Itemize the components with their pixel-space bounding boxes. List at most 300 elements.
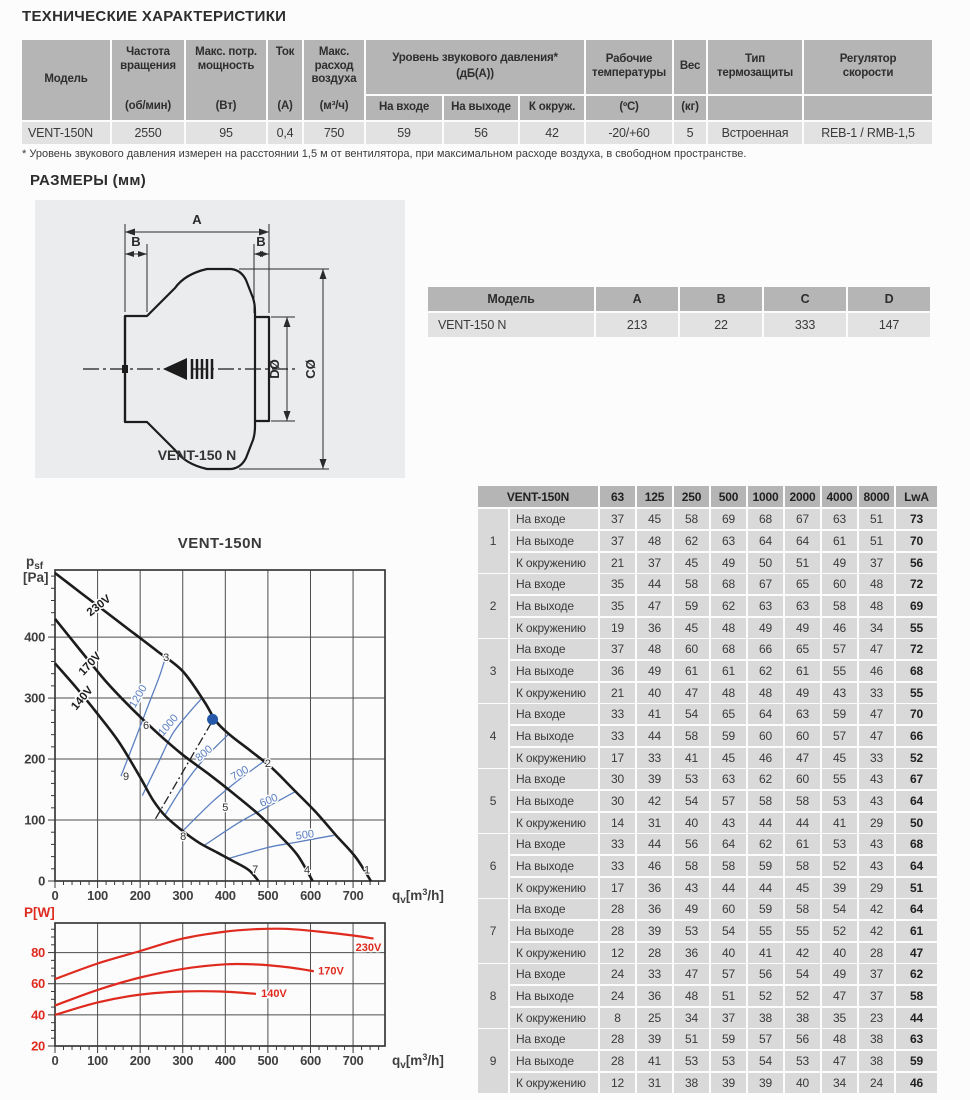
value-cell: 48 [674, 986, 709, 1006]
spec-table [22, 40, 932, 144]
spec-header-regulator: Регулятор скорости [804, 40, 932, 94]
svg-text:400: 400 [214, 888, 236, 903]
value-cell: 51 [785, 553, 820, 573]
value-cell: 54 [711, 921, 746, 941]
value-cell: 61 [785, 834, 820, 854]
dimension-table [428, 287, 930, 337]
svg-text:230V: 230V [355, 942, 382, 955]
value-cell: 33 [637, 964, 672, 984]
svg-text:700: 700 [342, 1053, 364, 1068]
svg-text:5: 5 [222, 801, 229, 814]
value-cell: 24 [600, 986, 635, 1006]
value-cell: 50 [896, 813, 937, 833]
value-cell: 36 [637, 899, 672, 919]
fan-drawing [35, 200, 405, 478]
value-cell: 57 [822, 726, 857, 746]
svg-text:100: 100 [87, 1053, 108, 1068]
value-cell: 54 [748, 1051, 783, 1071]
value-cell: 43 [859, 791, 894, 811]
value-cell: 48 [637, 531, 672, 551]
col-unit: (об/мин) [125, 100, 171, 113]
col-title: Ток [275, 46, 295, 58]
value-cell: 41 [674, 748, 709, 768]
group-number: 2 [478, 574, 508, 638]
value-cell: 33 [859, 683, 894, 703]
value-cell: 47 [859, 639, 894, 659]
dim-header-model: Модель [428, 287, 594, 311]
value-cell: 53 [711, 1051, 746, 1071]
value-cell: 40 [637, 683, 672, 703]
value-cell: 45 [674, 553, 709, 573]
value-cell: 56 [748, 964, 783, 984]
dim-header-d: D [848, 287, 930, 311]
acoustic-model-header: VENT-150N [478, 486, 598, 507]
value-cell: 49 [785, 618, 820, 638]
pressure-chart [10, 530, 455, 915]
band-header: 250 [674, 486, 709, 507]
spec-unit-regulator [804, 96, 932, 120]
acoustic-table [478, 486, 937, 1094]
dim-label-c: CØ [303, 359, 318, 379]
row-label: На выходе [510, 726, 598, 746]
svg-text:VENT-150N: VENT-150N [177, 535, 263, 552]
svg-text:170V: 170V [76, 650, 104, 679]
row-label: На входе [510, 1029, 598, 1049]
value-cell: 44 [748, 878, 783, 898]
value-cell: 38 [859, 1029, 894, 1049]
value-cell: 35 [600, 574, 635, 594]
value-cell: 68 [711, 574, 746, 594]
spec-value: 750 [304, 122, 364, 144]
value-cell: 37 [600, 509, 635, 529]
value-cell: 73 [896, 509, 937, 529]
value-cell: 46 [637, 856, 672, 876]
value-cell: 58 [748, 791, 783, 811]
value-cell: 52 [785, 986, 820, 1006]
value-cell: 59 [822, 704, 857, 724]
value-cell: 49 [711, 553, 746, 573]
row-label: На входе [510, 639, 598, 659]
value-cell: 59 [748, 856, 783, 876]
row-label: На входе [510, 899, 598, 919]
group-number: 3 [478, 639, 508, 703]
value-cell: 17 [600, 748, 635, 768]
spec-value: 95 [186, 122, 266, 144]
svg-text:500: 500 [257, 888, 279, 903]
value-cell: 52 [748, 986, 783, 1006]
value-cell: 44 [637, 726, 672, 746]
value-cell: 64 [896, 899, 937, 919]
spec-subheader-env: К окруж. [520, 96, 584, 120]
spec-subheader-inlet: На входе [366, 96, 442, 120]
value-cell: 48 [859, 596, 894, 616]
spec-header-speed [112, 40, 184, 120]
row-label: К окружению [510, 553, 598, 573]
value-cell: 43 [822, 683, 857, 703]
value-cell: 53 [674, 921, 709, 941]
value-cell: 59 [711, 1029, 746, 1049]
value-cell: 46 [859, 661, 894, 681]
value-cell: 51 [896, 878, 937, 898]
value-cell: 35 [600, 596, 635, 616]
value-cell: 60 [711, 899, 746, 919]
value-cell: 37 [859, 553, 894, 573]
value-cell: 34 [859, 618, 894, 638]
value-cell: 63 [748, 596, 783, 616]
spec-header-model: Модель [22, 40, 110, 120]
svg-text:200: 200 [129, 888, 151, 903]
value-cell: 17 [600, 878, 635, 898]
value-cell: 46 [748, 748, 783, 768]
row-label: К окружению [510, 1008, 598, 1028]
value-cell: 44 [896, 1008, 937, 1028]
svg-text:1: 1 [364, 864, 371, 877]
dimension-drawing-panel [35, 200, 405, 478]
power-chart [10, 905, 455, 1085]
value-cell: 39 [637, 1029, 672, 1049]
value-cell: 33 [859, 748, 894, 768]
value-cell: 58 [674, 726, 709, 746]
row-label: На выходе [510, 596, 598, 616]
spec-header-thermal: Тип термозащиты [708, 40, 802, 94]
value-cell: 58 [896, 986, 937, 1006]
value-cell: 33 [600, 856, 635, 876]
col-unit: (Вт) [215, 100, 237, 113]
value-cell: 37 [600, 531, 635, 551]
value-cell: 46 [822, 618, 857, 638]
svg-text:1000: 1000 [156, 712, 181, 739]
svg-text:[Pa]: [Pa] [23, 570, 49, 585]
value-cell: 36 [674, 943, 709, 963]
value-cell: 33 [600, 726, 635, 746]
svg-text:200: 200 [129, 1053, 151, 1068]
value-cell: 53 [822, 834, 857, 854]
svg-text:300: 300 [172, 1053, 194, 1068]
value-cell: 30 [600, 791, 635, 811]
dim-value-model: VENT-150 N [428, 313, 594, 337]
value-cell: 61 [674, 661, 709, 681]
value-cell: 58 [674, 856, 709, 876]
value-cell: 47 [674, 683, 709, 703]
svg-text:230V: 230V [84, 593, 114, 620]
spec-value: 42 [520, 122, 584, 144]
row-label: К окружению [510, 943, 598, 963]
value-cell: 23 [859, 1008, 894, 1028]
band-header: 4000 [822, 486, 857, 507]
value-cell: 19 [600, 618, 635, 638]
svg-text:500: 500 [257, 1053, 279, 1068]
value-cell: 59 [748, 899, 783, 919]
value-cell: 39 [822, 878, 857, 898]
value-cell: 61 [896, 921, 937, 941]
row-label: На входе [510, 509, 598, 529]
value-cell: 40 [785, 1073, 820, 1093]
spec-header-sound [366, 40, 584, 94]
value-cell: 61 [711, 661, 746, 681]
svg-text:500: 500 [295, 828, 315, 843]
value-cell: 45 [711, 748, 746, 768]
svg-text:700: 700 [342, 888, 364, 903]
value-cell: 44 [637, 834, 672, 854]
col-unit: (м³/ч) [319, 100, 349, 113]
svg-text:700: 700 [229, 763, 251, 784]
value-cell: 53 [674, 769, 709, 789]
spec-value: 59 [366, 122, 442, 144]
drawing-caption: VENT-150 N [157, 447, 237, 463]
spec-unit-weight: (кг) [674, 96, 706, 120]
value-cell: 67 [785, 509, 820, 529]
value-cell: 62 [748, 661, 783, 681]
row-label: К окружению [510, 683, 598, 703]
spec-value: 56 [444, 122, 518, 144]
group-number: 7 [478, 899, 508, 963]
value-cell: 44 [711, 878, 746, 898]
value-cell: 43 [859, 834, 894, 854]
band-header: 2000 [785, 486, 820, 507]
value-cell: 49 [748, 618, 783, 638]
value-cell: 45 [785, 878, 820, 898]
band-header: 63 [600, 486, 635, 507]
value-cell: 47 [674, 964, 709, 984]
value-cell: 21 [600, 683, 635, 703]
svg-text:100: 100 [24, 812, 45, 828]
value-cell: 38 [785, 1008, 820, 1028]
value-cell: 31 [637, 1073, 672, 1093]
band-header: 1000 [748, 486, 783, 507]
row-label: На выходе [510, 661, 598, 681]
value-cell: 68 [748, 509, 783, 529]
value-cell: 63 [822, 509, 857, 529]
col-title: Макс. расход воздуха [311, 46, 357, 86]
spec-header-power [186, 40, 266, 120]
value-cell: 28 [600, 1029, 635, 1049]
group-number: 1 [478, 509, 508, 573]
spec-header-current [268, 40, 302, 120]
value-cell: 50 [748, 553, 783, 573]
svg-text:300: 300 [172, 888, 194, 903]
svg-text:800: 800 [193, 743, 216, 765]
value-cell: 64 [896, 856, 937, 876]
value-cell: 29 [859, 813, 894, 833]
value-cell: 55 [785, 921, 820, 941]
value-cell: 12 [600, 1073, 635, 1093]
value-cell: 59 [674, 596, 709, 616]
col-title: Уровень звукового давления* [392, 52, 558, 65]
value-cell: 48 [822, 1029, 857, 1049]
value-cell: 47 [859, 726, 894, 746]
svg-text:9: 9 [123, 770, 130, 783]
value-cell: 40 [674, 813, 709, 833]
value-cell: 35 [822, 1008, 857, 1028]
value-cell: 40 [822, 943, 857, 963]
svg-text:600: 600 [258, 791, 280, 810]
svg-text:0: 0 [51, 1053, 59, 1068]
spec-header-airflow [304, 40, 364, 120]
value-cell: 28 [859, 943, 894, 963]
dim-header-a: A [596, 287, 678, 311]
svg-text:P[W]: P[W] [24, 905, 55, 920]
dim-header-c: C [764, 287, 846, 311]
svg-text:4: 4 [304, 864, 311, 877]
value-cell: 59 [711, 726, 746, 746]
value-cell: 53 [674, 1051, 709, 1071]
value-cell: 51 [859, 509, 894, 529]
value-cell: 64 [785, 531, 820, 551]
value-cell: 52 [896, 748, 937, 768]
value-cell: 60 [822, 574, 857, 594]
value-cell: 24 [600, 964, 635, 984]
value-cell: 45 [822, 748, 857, 768]
value-cell: 58 [674, 574, 709, 594]
value-cell: 33 [600, 834, 635, 854]
value-cell: 44 [637, 574, 672, 594]
value-cell: 49 [822, 964, 857, 984]
row-label: К окружению [510, 878, 598, 898]
svg-text:3: 3 [163, 651, 170, 664]
value-cell: 56 [674, 834, 709, 854]
svg-text:100: 100 [87, 888, 108, 903]
value-cell: 42 [785, 943, 820, 963]
value-cell: 37 [600, 639, 635, 659]
value-cell: 55 [822, 661, 857, 681]
value-cell: 43 [859, 769, 894, 789]
value-cell: 60 [748, 726, 783, 746]
row-label: На выходе [510, 531, 598, 551]
row-label: К окружению [510, 813, 598, 833]
value-cell: 37 [711, 1008, 746, 1028]
value-cell: 31 [637, 813, 672, 833]
value-cell: 60 [785, 726, 820, 746]
value-cell: 68 [711, 639, 746, 659]
value-cell: 38 [859, 1051, 894, 1071]
value-cell: 41 [637, 1051, 672, 1071]
svg-text:0: 0 [38, 873, 45, 889]
value-cell: 21 [600, 553, 635, 573]
value-cell: 54 [785, 964, 820, 984]
spec-subheader-outlet: На выходе [444, 96, 518, 120]
svg-text:200: 200 [24, 751, 45, 767]
spec-value: -20/+60 [586, 122, 672, 144]
value-cell: 67 [748, 574, 783, 594]
spec-value: 2550 [112, 122, 184, 144]
value-cell: 34 [822, 1073, 857, 1093]
col-unit: (А) [277, 100, 293, 113]
value-cell: 54 [674, 791, 709, 811]
value-cell: 63 [711, 769, 746, 789]
value-cell: 55 [896, 618, 937, 638]
value-cell: 68 [896, 661, 937, 681]
value-cell: 47 [822, 1051, 857, 1071]
row-label: К окружению [510, 748, 598, 768]
value-cell: 40 [711, 943, 746, 963]
value-cell: 54 [822, 899, 857, 919]
value-cell: 41 [822, 813, 857, 833]
value-cell: 28 [637, 943, 672, 963]
spec-unit-temp: (ºС) [586, 96, 672, 120]
value-cell: 36 [637, 986, 672, 1006]
svg-text:qv[m3/h]: $q_v[m^3/h]$ [392, 887, 444, 906]
svg-text:8: 8 [180, 831, 187, 844]
row-label: На выходе [510, 1051, 598, 1071]
value-cell: 62 [748, 769, 783, 789]
svg-text:0: 0 [51, 888, 59, 903]
value-cell: 48 [711, 618, 746, 638]
value-cell: 49 [785, 683, 820, 703]
value-cell: 67 [896, 769, 937, 789]
value-cell: 37 [859, 986, 894, 1006]
value-cell: 39 [711, 1073, 746, 1093]
spec-value-model: VENT-150N [22, 122, 110, 144]
dim-value-d: 147 [848, 313, 930, 337]
value-cell: 47 [822, 986, 857, 1006]
value-cell: 65 [711, 704, 746, 724]
value-cell: 72 [896, 639, 937, 659]
value-cell: 57 [711, 964, 746, 984]
group-number: 9 [478, 1029, 508, 1093]
svg-text:1200: 1200 [127, 682, 150, 711]
value-cell: 68 [896, 834, 937, 854]
row-label: На выходе [510, 791, 598, 811]
value-cell: 63 [785, 596, 820, 616]
dim-label-a: A [192, 212, 202, 227]
value-cell: 58 [822, 596, 857, 616]
band-header: 500 [711, 486, 746, 507]
svg-text:170V: 170V [318, 965, 344, 978]
value-cell: 30 [600, 769, 635, 789]
band-header: LwA [896, 486, 937, 507]
value-cell: 55 [896, 683, 937, 703]
svg-text:300: 300 [24, 690, 45, 706]
row-label: На входе [510, 964, 598, 984]
dim-label-b-left: B [131, 234, 141, 249]
value-cell: 61 [822, 531, 857, 551]
svg-text:400: 400 [214, 1053, 236, 1068]
value-cell: 24 [859, 1073, 894, 1093]
row-label: На выходе [510, 856, 598, 876]
svg-text:2: 2 [264, 757, 271, 770]
value-cell: 47 [785, 748, 820, 768]
value-cell: 28 [600, 1051, 635, 1071]
value-cell: 57 [711, 791, 746, 811]
value-cell: 55 [748, 921, 783, 941]
svg-text:qv[m3/h]: $q_v[m^3/h]$ [392, 1052, 444, 1071]
value-cell: 57 [748, 1029, 783, 1049]
value-cell: 60 [674, 639, 709, 659]
value-cell: 51 [859, 531, 894, 551]
value-cell: 25 [637, 1008, 672, 1028]
dim-header-b: B [680, 287, 762, 311]
group-number: 8 [478, 964, 508, 1028]
value-cell: 14 [600, 813, 635, 833]
value-cell: 8 [600, 1008, 635, 1028]
value-cell: 41 [748, 943, 783, 963]
spec-header-temp: Рабочие температуры [586, 40, 672, 94]
value-cell: 55 [822, 769, 857, 789]
value-cell: 12 [600, 943, 635, 963]
value-cell: 34 [674, 1008, 709, 1028]
value-cell: 51 [711, 986, 746, 1006]
row-label: К окружению [510, 618, 598, 638]
value-cell: 47 [896, 943, 937, 963]
value-cell: 42 [637, 791, 672, 811]
value-cell: 62 [748, 834, 783, 854]
value-cell: 39 [637, 769, 672, 789]
value-cell: 72 [896, 574, 937, 594]
col-unit: (дБ(А)) [456, 68, 494, 80]
value-cell: 46 [896, 1073, 937, 1093]
spec-value: Встроенная [708, 122, 802, 144]
svg-text:600: 600 [300, 888, 321, 903]
